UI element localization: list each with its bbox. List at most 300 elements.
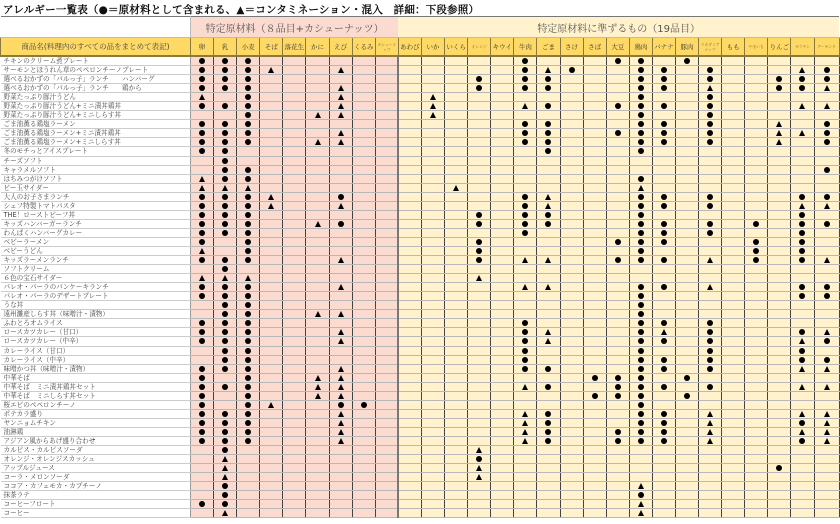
allergen-cell bbox=[814, 283, 839, 292]
allergen-cell bbox=[629, 346, 652, 355]
allergen-cell bbox=[329, 283, 352, 292]
contains-dot-icon bbox=[638, 103, 644, 109]
contains-dot-icon bbox=[245, 384, 251, 390]
allergen-cell bbox=[537, 256, 560, 265]
allergen-cell bbox=[652, 364, 675, 373]
allergen-cell bbox=[260, 246, 283, 255]
allergen-cell bbox=[537, 138, 560, 147]
allergen-cell bbox=[398, 355, 421, 364]
contains-dot-icon bbox=[245, 366, 251, 372]
allergen-cell bbox=[283, 93, 306, 102]
allergen-cell bbox=[398, 283, 421, 292]
allergen-cell bbox=[814, 256, 839, 265]
allergen-cell bbox=[329, 120, 352, 129]
allergen-cell bbox=[283, 75, 306, 84]
allergen-cell bbox=[583, 102, 606, 111]
allergen-cell bbox=[352, 473, 375, 482]
allergen-cell bbox=[537, 292, 560, 301]
allergen-cell bbox=[675, 147, 698, 156]
contamination-triangle-icon bbox=[315, 139, 321, 145]
product-name: 大人のお子さまランチ bbox=[1, 192, 191, 201]
allergen-cell bbox=[791, 219, 814, 228]
allergen-cell bbox=[537, 391, 560, 400]
product-name: 野菜たっぷり豚汁うどん bbox=[1, 93, 191, 102]
allergen-cell bbox=[722, 373, 745, 382]
allergen-cell bbox=[814, 409, 839, 418]
allergen-cell bbox=[260, 455, 283, 464]
table-row bbox=[1, 473, 840, 482]
table-row bbox=[1, 400, 840, 409]
allergen-cell bbox=[583, 482, 606, 491]
allergen-cell bbox=[606, 328, 629, 337]
contains-dot-icon bbox=[199, 103, 205, 109]
allergen-cell bbox=[514, 319, 537, 328]
allergen-cell bbox=[375, 310, 398, 319]
allergen-cell bbox=[214, 274, 237, 283]
allergen-cell bbox=[606, 382, 629, 391]
allergen-cell bbox=[306, 156, 329, 165]
contains-dot-icon bbox=[522, 76, 528, 82]
allergen-cell bbox=[791, 491, 814, 500]
allergen-cell bbox=[491, 491, 514, 500]
allergen-cell bbox=[814, 183, 839, 192]
contains-dot-icon bbox=[661, 338, 667, 344]
allergen-cell bbox=[237, 373, 260, 382]
contamination-triangle-icon bbox=[338, 85, 344, 91]
allergen-cell bbox=[260, 346, 283, 355]
column-header-allergen: ごま bbox=[537, 38, 560, 57]
allergen-cell bbox=[722, 427, 745, 436]
allergen-cell bbox=[583, 382, 606, 391]
allergen-cell bbox=[606, 265, 629, 274]
allergen-cell bbox=[537, 328, 560, 337]
contamination-triangle-icon bbox=[522, 429, 528, 435]
allergen-cell bbox=[606, 120, 629, 129]
contamination-triangle-icon bbox=[545, 67, 551, 73]
contains-dot-icon bbox=[661, 194, 667, 200]
contains-dot-icon bbox=[638, 357, 644, 363]
allergen-cell bbox=[583, 138, 606, 147]
allergen-cell bbox=[352, 355, 375, 364]
allergen-cell bbox=[352, 129, 375, 138]
allergen-cell bbox=[214, 66, 237, 75]
allergen-cell bbox=[191, 274, 214, 283]
allergen-cell bbox=[606, 201, 629, 210]
table-row bbox=[1, 237, 840, 246]
allergen-cell bbox=[560, 102, 583, 111]
allergen-cell bbox=[398, 292, 421, 301]
contamination-triangle-icon bbox=[476, 474, 482, 480]
allergen-cell bbox=[260, 328, 283, 337]
allergen-cell bbox=[237, 400, 260, 409]
allergen-cell bbox=[237, 292, 260, 301]
allergen-cell bbox=[537, 84, 560, 93]
allergen-cell bbox=[699, 138, 722, 147]
allergen-cell bbox=[468, 256, 491, 265]
allergen-cell bbox=[675, 274, 698, 283]
allergen-cell bbox=[468, 66, 491, 75]
allergen-cell bbox=[491, 111, 514, 120]
allergen-cell bbox=[675, 500, 698, 509]
allergen-cell bbox=[214, 174, 237, 183]
contains-dot-icon bbox=[545, 384, 551, 390]
allergen-cell bbox=[468, 120, 491, 129]
allergen-cell bbox=[283, 446, 306, 455]
allergen-cell bbox=[652, 400, 675, 409]
allergen-cell bbox=[468, 292, 491, 301]
column-header-allergen: 鶏肉 bbox=[629, 38, 652, 57]
allergen-cell bbox=[214, 129, 237, 138]
allergen-cell bbox=[768, 373, 791, 382]
product-name: 選べるおかずの「パルっ子」ランチ ハンバーグ bbox=[1, 75, 191, 84]
allergen-cell bbox=[352, 292, 375, 301]
allergen-cell bbox=[191, 473, 214, 482]
allergen-cell bbox=[699, 310, 722, 319]
allergen-cell bbox=[791, 138, 814, 147]
product-name: ふわとろオムライス bbox=[1, 319, 191, 328]
allergen-cell bbox=[421, 373, 444, 382]
allergen-cell bbox=[491, 355, 514, 364]
contains-dot-icon bbox=[199, 320, 205, 326]
allergen-cell bbox=[329, 301, 352, 310]
contains-dot-icon bbox=[824, 194, 830, 200]
allergen-cell bbox=[537, 473, 560, 482]
allergen-cell bbox=[398, 373, 421, 382]
allergen-cell bbox=[329, 256, 352, 265]
contamination-triangle-icon bbox=[338, 375, 344, 381]
allergen-cell bbox=[329, 509, 352, 518]
allergen-cell bbox=[191, 156, 214, 165]
allergen-cell bbox=[237, 500, 260, 509]
allergen-cell bbox=[398, 210, 421, 219]
allergen-cell bbox=[468, 174, 491, 183]
product-name: カルピス・カルピスソーダ bbox=[1, 446, 191, 455]
product-name: 中華そば bbox=[1, 373, 191, 382]
allergen-cell bbox=[814, 337, 839, 346]
allergen-cell bbox=[445, 455, 468, 464]
allergen-cell bbox=[745, 355, 768, 364]
allergen-cell bbox=[191, 192, 214, 201]
allergen-cell bbox=[421, 364, 444, 373]
contamination-triangle-icon bbox=[338, 257, 344, 263]
allergen-cell bbox=[652, 346, 675, 355]
allergen-cell bbox=[722, 400, 745, 409]
allergen-cell bbox=[352, 93, 375, 102]
allergen-cell bbox=[260, 156, 283, 165]
column-header-allergen: 乳 bbox=[214, 38, 237, 57]
allergen-cell bbox=[768, 409, 791, 418]
allergen-cell bbox=[699, 337, 722, 346]
allergen-cell bbox=[352, 256, 375, 265]
allergen-cell bbox=[814, 246, 839, 255]
allergen-cell bbox=[306, 436, 329, 445]
contains-dot-icon bbox=[638, 366, 644, 372]
allergen-cell bbox=[629, 391, 652, 400]
allergen-cell bbox=[768, 156, 791, 165]
allergen-cell bbox=[468, 491, 491, 500]
allergen-cell bbox=[537, 274, 560, 283]
contains-dot-icon bbox=[222, 257, 228, 263]
allergen-cell bbox=[191, 165, 214, 174]
allergen-cell bbox=[306, 237, 329, 246]
contains-dot-icon bbox=[638, 492, 644, 498]
allergen-cell bbox=[329, 292, 352, 301]
contains-dot-icon bbox=[638, 176, 644, 182]
contains-dot-icon bbox=[222, 139, 228, 145]
allergen-cell bbox=[791, 382, 814, 391]
allergen-cell bbox=[675, 75, 698, 84]
contains-dot-icon bbox=[707, 130, 713, 136]
contains-dot-icon bbox=[222, 348, 228, 354]
allergen-cell bbox=[652, 319, 675, 328]
allergen-cell bbox=[214, 328, 237, 337]
contamination-triangle-icon bbox=[199, 94, 205, 100]
allergen-cell bbox=[791, 56, 814, 66]
allergen-cell bbox=[583, 319, 606, 328]
allergen-cell bbox=[745, 400, 768, 409]
allergen-cell bbox=[329, 400, 352, 409]
allergen-cell bbox=[629, 156, 652, 165]
contains-dot-icon bbox=[222, 58, 228, 64]
allergen-cell bbox=[260, 165, 283, 174]
allergen-cell bbox=[237, 464, 260, 473]
allergen-cell bbox=[606, 56, 629, 66]
allergen-cell bbox=[398, 509, 421, 518]
allergen-cell bbox=[537, 310, 560, 319]
allergen-cell bbox=[560, 120, 583, 129]
allergen-cell bbox=[791, 102, 814, 111]
contains-dot-icon bbox=[245, 112, 251, 118]
allergen-cell bbox=[652, 56, 675, 66]
allergen-cell bbox=[514, 56, 537, 66]
allergen-cell bbox=[214, 156, 237, 165]
contains-dot-icon bbox=[707, 357, 713, 363]
allergen-cell bbox=[352, 138, 375, 147]
allergen-cell bbox=[445, 228, 468, 237]
allergen-cell bbox=[329, 418, 352, 427]
allergen-cell bbox=[722, 75, 745, 84]
allergen-cell bbox=[514, 346, 537, 355]
allergen-cell bbox=[468, 56, 491, 66]
allergen-cell bbox=[722, 219, 745, 228]
allergen-cell bbox=[329, 427, 352, 436]
contains-dot-icon bbox=[661, 103, 667, 109]
product-name: ごま油薫る鶏塩ラーメン+ミニ漬丼鶏丼 bbox=[1, 129, 191, 138]
allergen-cell bbox=[375, 409, 398, 418]
allergen-cell bbox=[560, 93, 583, 102]
allergen-cell bbox=[606, 364, 629, 373]
allergen-cell bbox=[675, 111, 698, 120]
contains-dot-icon bbox=[569, 67, 575, 73]
table-row bbox=[1, 346, 840, 355]
contains-dot-icon bbox=[615, 438, 621, 444]
allergen-cell bbox=[237, 436, 260, 445]
allergen-cell bbox=[398, 491, 421, 500]
allergen-cell bbox=[745, 246, 768, 255]
allergen-cell bbox=[306, 93, 329, 102]
allergen-cell bbox=[191, 246, 214, 255]
allergen-cell bbox=[606, 319, 629, 328]
allergen-cell bbox=[260, 102, 283, 111]
allergen-cell bbox=[699, 446, 722, 455]
contains-dot-icon bbox=[222, 420, 228, 426]
contains-dot-icon bbox=[199, 338, 205, 344]
contains-dot-icon bbox=[707, 121, 713, 127]
allergen-cell bbox=[306, 165, 329, 174]
allergen-cell bbox=[537, 446, 560, 455]
allergen-cell bbox=[191, 455, 214, 464]
contamination-triangle-icon bbox=[245, 275, 251, 281]
allergen-cell bbox=[398, 66, 421, 75]
allergen-cell bbox=[791, 436, 814, 445]
allergen-cell bbox=[675, 84, 698, 93]
allergen-cell bbox=[283, 337, 306, 346]
allergen-cell bbox=[745, 409, 768, 418]
contamination-triangle-icon bbox=[222, 185, 228, 191]
contains-dot-icon bbox=[638, 112, 644, 118]
contamination-triangle-icon bbox=[338, 67, 344, 73]
contains-dot-icon bbox=[199, 411, 205, 417]
allergen-cell bbox=[491, 391, 514, 400]
allergen-cell bbox=[214, 391, 237, 400]
allergen-cell bbox=[283, 400, 306, 409]
allergen-cell bbox=[214, 56, 237, 66]
contains-dot-icon bbox=[222, 338, 228, 344]
allergen-cell bbox=[606, 102, 629, 111]
allergen-cell bbox=[329, 228, 352, 237]
contains-dot-icon bbox=[222, 447, 228, 453]
allergen-cell bbox=[445, 355, 468, 364]
allergen-cell bbox=[375, 274, 398, 283]
contains-dot-icon bbox=[361, 402, 367, 408]
allergen-cell bbox=[237, 256, 260, 265]
allergen-cell bbox=[237, 364, 260, 373]
allergen-cell bbox=[352, 165, 375, 174]
allergen-cell bbox=[421, 418, 444, 427]
allergen-cell bbox=[560, 201, 583, 210]
allergen-cell bbox=[814, 210, 839, 219]
allergen-cell bbox=[191, 400, 214, 409]
contains-dot-icon bbox=[245, 221, 251, 227]
contains-dot-icon bbox=[661, 121, 667, 127]
contains-dot-icon bbox=[661, 85, 667, 91]
allergen-cell bbox=[722, 500, 745, 509]
allergen-cell bbox=[329, 66, 352, 75]
allergen-cell bbox=[491, 56, 514, 66]
allergen-cell bbox=[329, 500, 352, 509]
allergen-cell bbox=[375, 138, 398, 147]
allergen-cell bbox=[306, 219, 329, 228]
table-row bbox=[1, 292, 840, 301]
allergen-cell bbox=[260, 138, 283, 147]
allergen-cell bbox=[398, 500, 421, 509]
product-name: ベビーうどん bbox=[1, 246, 191, 255]
contains-dot-icon bbox=[824, 139, 830, 145]
contamination-triangle-icon bbox=[338, 411, 344, 417]
contains-dot-icon bbox=[545, 130, 551, 136]
allergen-cell bbox=[560, 75, 583, 84]
contains-dot-icon bbox=[222, 230, 228, 236]
allergen-cell bbox=[652, 328, 675, 337]
allergen-cell bbox=[629, 473, 652, 482]
allergen-cell bbox=[375, 355, 398, 364]
allergen-cell bbox=[352, 156, 375, 165]
allergen-cell bbox=[283, 274, 306, 283]
allergen-cell bbox=[306, 256, 329, 265]
allergen-cell bbox=[237, 201, 260, 210]
allergen-cell bbox=[421, 319, 444, 328]
allergen-cell bbox=[468, 446, 491, 455]
allergen-cell bbox=[514, 500, 537, 509]
allergen-cell bbox=[583, 147, 606, 156]
allergen-cell bbox=[514, 446, 537, 455]
allergen-cell bbox=[352, 364, 375, 373]
allergen-cell bbox=[675, 400, 698, 409]
allergen-cell bbox=[491, 301, 514, 310]
allergen-cell bbox=[560, 283, 583, 292]
allergen-cell bbox=[260, 373, 283, 382]
allergen-cell bbox=[306, 500, 329, 509]
allergen-cell bbox=[699, 274, 722, 283]
allergen-cell bbox=[652, 382, 675, 391]
allergen-cell bbox=[583, 355, 606, 364]
allergen-cell bbox=[445, 473, 468, 482]
allergen-cell bbox=[652, 219, 675, 228]
allergen-cell bbox=[675, 192, 698, 201]
allergen-cell bbox=[814, 228, 839, 237]
allergen-cell bbox=[352, 301, 375, 310]
allergen-cell bbox=[768, 120, 791, 129]
table-row bbox=[1, 283, 840, 292]
allergen-cell bbox=[352, 120, 375, 129]
allergen-cell bbox=[791, 482, 814, 491]
allergen-cell bbox=[421, 219, 444, 228]
product-name: 抹茶ラテ bbox=[1, 491, 191, 500]
allergen-cell bbox=[560, 210, 583, 219]
allergen-cell bbox=[722, 165, 745, 174]
allergen-cell bbox=[652, 174, 675, 183]
allergen-cell bbox=[537, 75, 560, 84]
allergen-cell bbox=[652, 256, 675, 265]
allergen-cell bbox=[745, 75, 768, 84]
allergen-cell bbox=[352, 346, 375, 355]
allergen-cell bbox=[537, 409, 560, 418]
allergen-cell bbox=[745, 346, 768, 355]
allergen-cell bbox=[745, 283, 768, 292]
allergen-cell bbox=[352, 111, 375, 120]
contamination-triangle-icon bbox=[776, 130, 782, 136]
allergen-cell bbox=[491, 418, 514, 427]
allergen-cell bbox=[699, 292, 722, 301]
contains-dot-icon bbox=[222, 320, 228, 326]
contains-dot-icon bbox=[338, 402, 344, 408]
allergen-cell bbox=[629, 246, 652, 255]
allergen-cell bbox=[583, 210, 606, 219]
allergen-cell bbox=[237, 473, 260, 482]
allergen-cell bbox=[214, 256, 237, 265]
allergen-cell bbox=[652, 84, 675, 93]
allergen-cell bbox=[606, 228, 629, 237]
contamination-triangle-icon bbox=[522, 284, 528, 290]
allergen-cell bbox=[237, 165, 260, 174]
allergen-cell bbox=[722, 283, 745, 292]
allergen-cell bbox=[237, 93, 260, 102]
contains-dot-icon bbox=[245, 348, 251, 354]
allergen-cell bbox=[675, 373, 698, 382]
allergen-cell bbox=[814, 56, 839, 66]
allergen-cell bbox=[491, 319, 514, 328]
allergen-cell bbox=[283, 364, 306, 373]
